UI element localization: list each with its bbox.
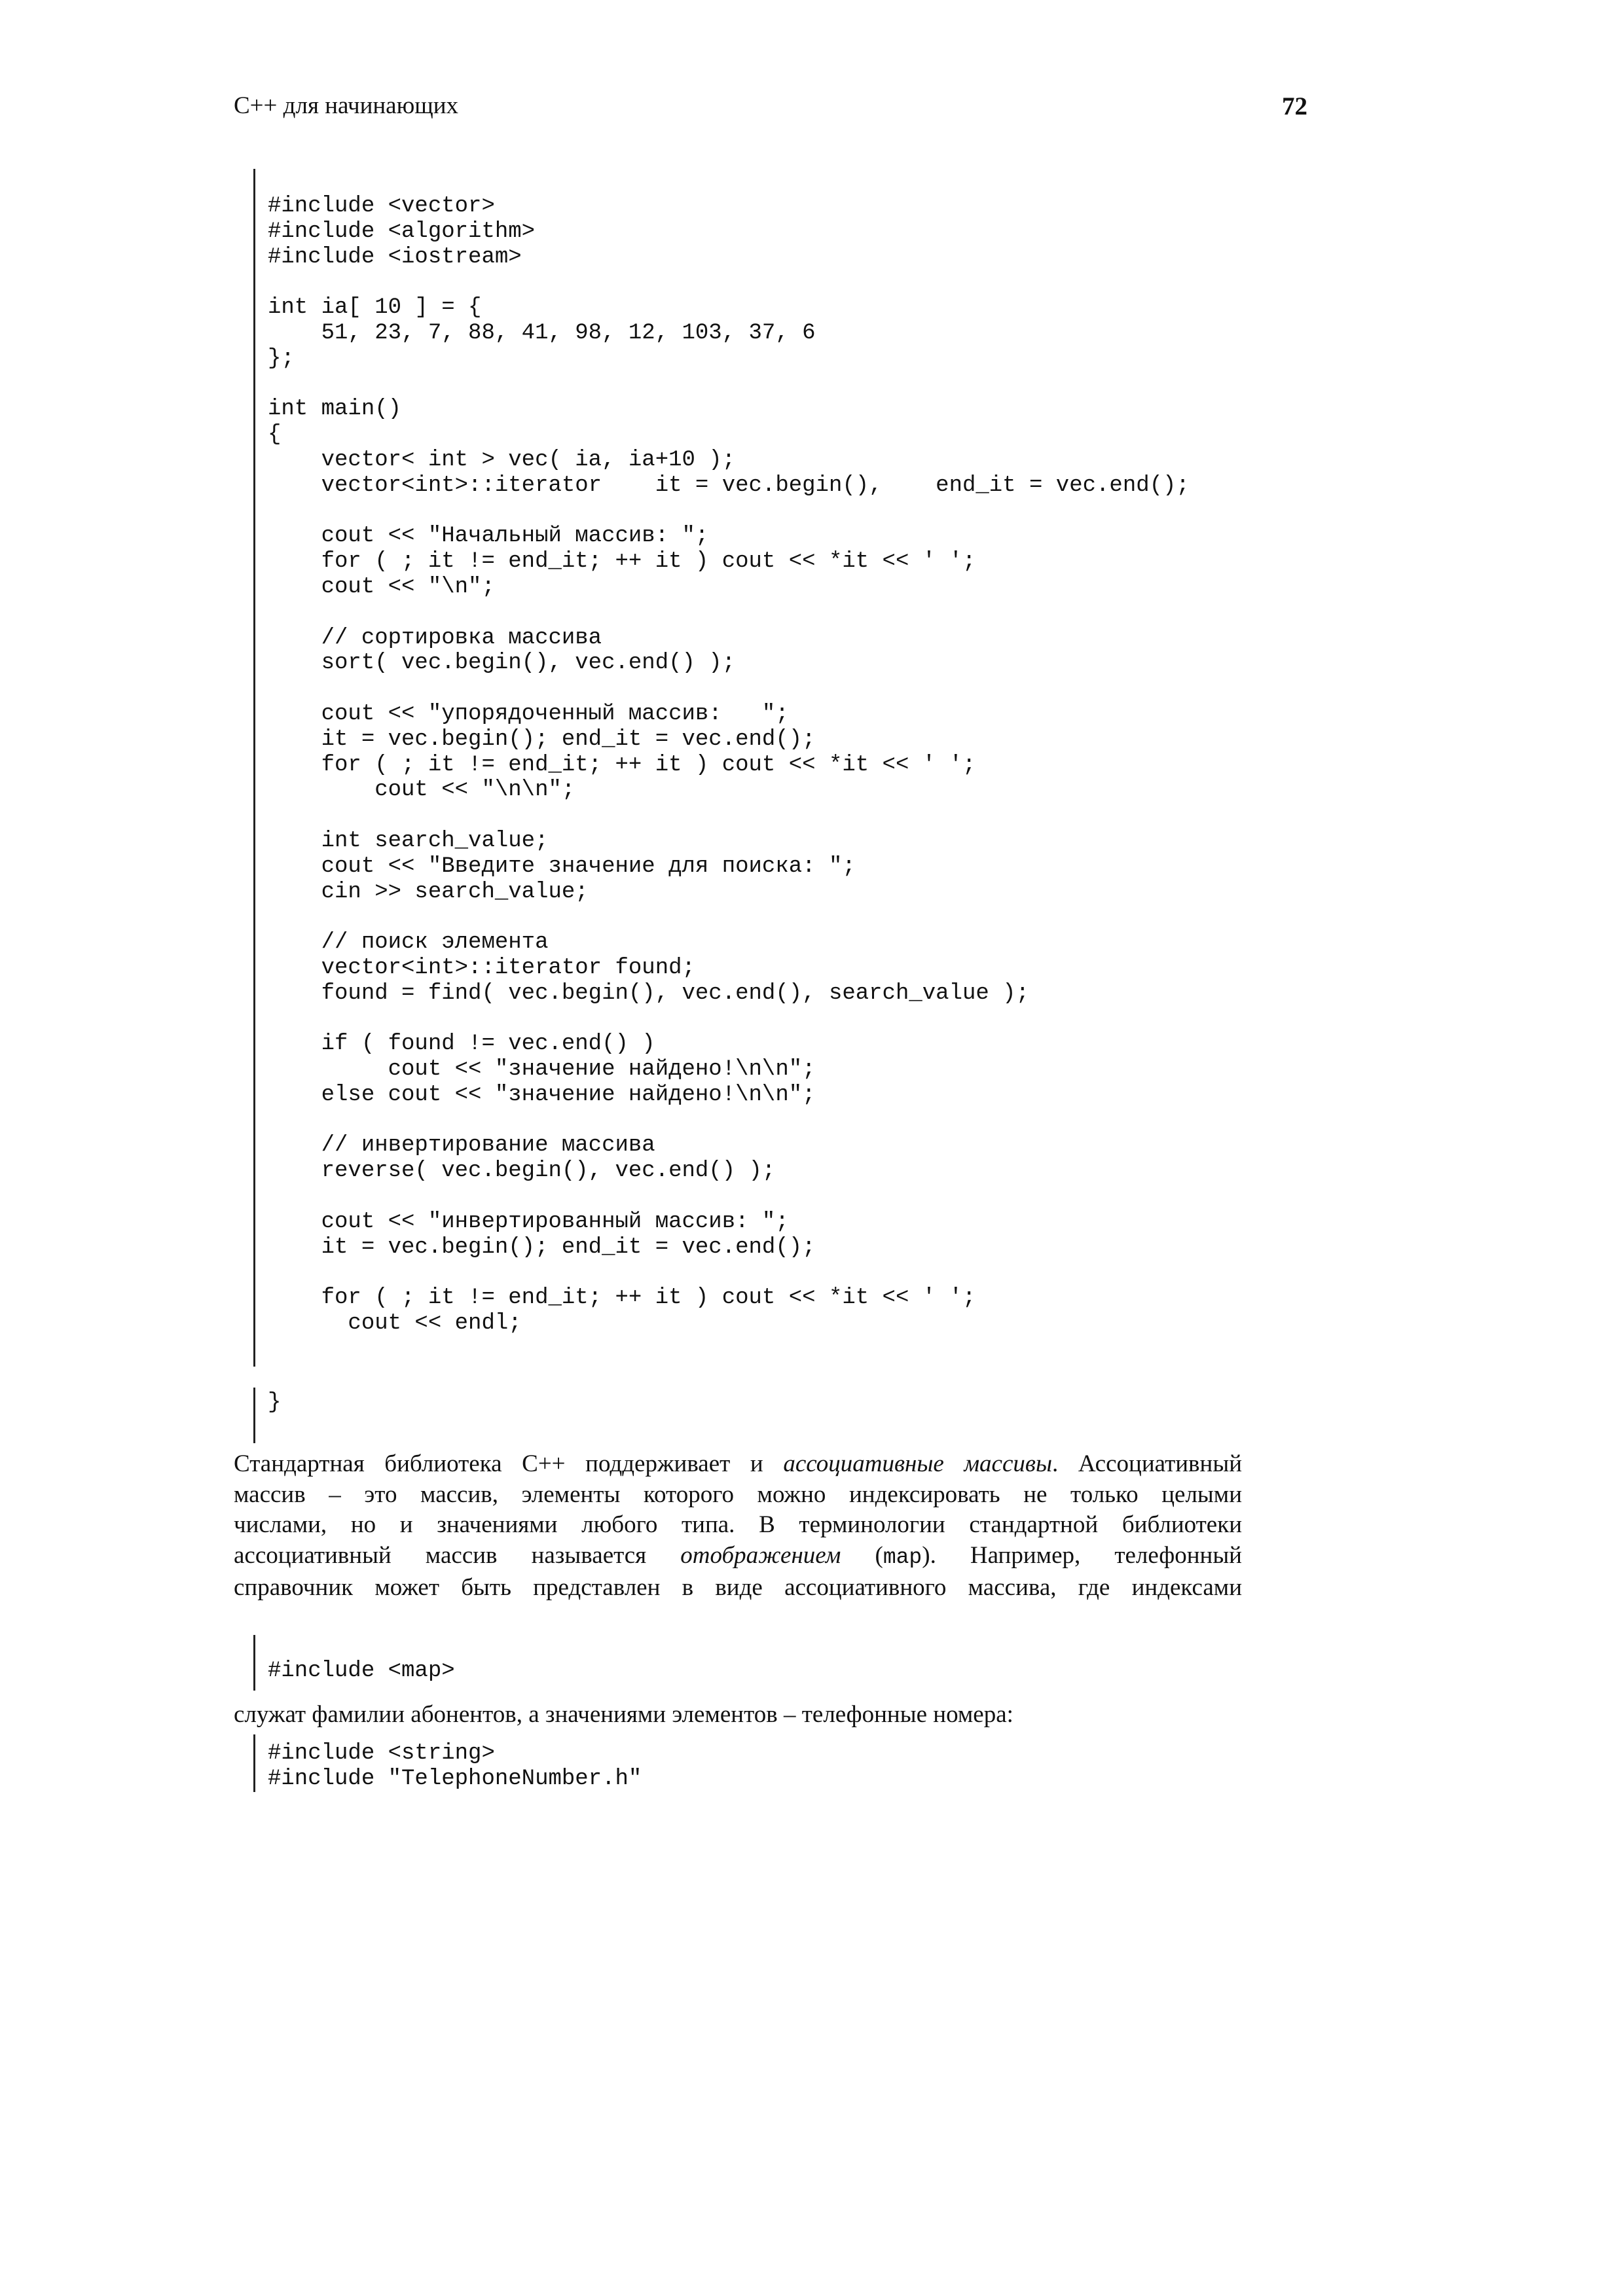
code-line: #include <algorithm> (268, 219, 536, 244)
code-line (268, 1007, 1190, 1032)
code-line: vector<int>::iterator it = vec.begin(), end_it = vec.end(); (268, 473, 1190, 498)
term-mapping: отображением (680, 1541, 841, 1569)
code-line: 51, 23, 7, 88, 41, 98, 12, 103, 37, 6 (268, 320, 816, 346)
code-line: cout << "Начальный массив: "; (268, 524, 709, 549)
code-line: cout << "Введите значение для поиска: "; (268, 853, 856, 879)
code-line: // сортировка массива (268, 625, 602, 651)
code-line: #include <vector> (268, 194, 495, 219)
code-line: it = vec.begin(); end_it = vec.end(); (268, 726, 816, 752)
code-line: for ( ; it != end_it; ++ it ) cout << *it << ' '; (268, 1285, 976, 1311)
code-margin-bar (253, 169, 255, 1367)
paragraph-line: справочник может быть представлен в виде ассоциативного массива, где индексами (234, 1574, 1242, 1601)
code-line: it = vec.begin(); end_it = vec.end(); (268, 1234, 816, 1260)
page-number: 72 (1282, 92, 1307, 120)
code-line: cout << "\n\n"; (268, 778, 575, 803)
code-line (268, 905, 1190, 930)
code-line: sort( vec.begin(), vec.end() ); (268, 651, 736, 676)
code-line: vector<int>::iterator found; (268, 955, 695, 980)
code-line (268, 1260, 1190, 1285)
code-line: // поиск элемента (268, 930, 549, 956)
code-line: cout << "значение найдено!\n\n"; (268, 1057, 816, 1083)
code-listing-tail (268, 1741, 642, 1792)
code-line: found = find( vec.begin(), vec.end(), search_value ); (268, 980, 1029, 1006)
code-line (268, 372, 1190, 397)
code-line: { (268, 422, 282, 448)
code-line: #include "TelephoneNumber.h" (268, 1766, 642, 1791)
code-line (268, 676, 1190, 702)
code-line (268, 1184, 1190, 1210)
code-line (268, 803, 1190, 829)
inline-code-map: map (883, 1545, 922, 1570)
code-line: // инвертирование массива (268, 1133, 655, 1158)
code-line: cout << "\n"; (268, 574, 495, 600)
paragraph-line: Стандартная библиотека С++ поддерживает и ассоциативные массивы. Ассоциативный (234, 1450, 1242, 1477)
code-line (268, 1108, 1190, 1134)
code-line: else cout << "значение найдено!\n\n"; (268, 1082, 816, 1107)
code-line: cout << "упорядоченный массив: "; (268, 701, 789, 726)
paragraph-line: числами, но и значениями любого типа. В терминологии стандартной библиотеки (234, 1511, 1242, 1538)
code-line: int ia[ 10 ] = { (268, 295, 482, 321)
code-line: for ( ; it != end_it; ++ it ) cout << *it << ' '; (268, 752, 976, 778)
running-title: С++ для начинающих (234, 92, 459, 119)
code-line: #include <iostream> (268, 244, 522, 270)
code-margin-bar (253, 1734, 255, 1792)
code-line: if ( found != vec.end() ) (268, 1031, 655, 1057)
page-header (234, 92, 1307, 131)
term-associative-arrays: ассоциативные массивы (783, 1450, 1053, 1477)
code-line: reverse( vec.begin(), vec.end() ); (268, 1158, 776, 1184)
code-line: int main() (268, 397, 402, 422)
code-listing-main (268, 194, 1190, 1336)
paragraph-line: ассоциативный массив называется отображением (map). Например, телефонный (234, 1541, 1242, 1570)
code-line: cin >> search_value; (268, 879, 589, 905)
code-margin-bar (253, 1388, 255, 1443)
code-line: for ( ; it != end_it; ++ it ) cout << *it << ' '; (268, 549, 976, 575)
code-include-map: #include <map> (268, 1659, 455, 1683)
code-closing-brace: } (268, 1390, 282, 1415)
body-sentence: служат фамилии абонентов, а значениями элементов – телефонные номера: (234, 1701, 1013, 1728)
code-line: int search_value; (268, 828, 549, 853)
code-line: vector< int > vec( ia, ia+10 ); (268, 447, 736, 473)
code-line: cout << "инвертированный массив: "; (268, 1209, 789, 1234)
code-line (268, 270, 1190, 295)
code-line (268, 499, 1190, 524)
code-line (268, 600, 1190, 626)
paragraph-line: массив – это массив, элементы которого можно индексировать не только целыми (234, 1480, 1242, 1508)
code-line: #include <string> (268, 1741, 495, 1766)
code-line: }; (268, 346, 295, 371)
body-paragraph (234, 1449, 1242, 1604)
code-margin-bar (253, 1635, 255, 1691)
code-line: cout << endl; (268, 1311, 522, 1336)
